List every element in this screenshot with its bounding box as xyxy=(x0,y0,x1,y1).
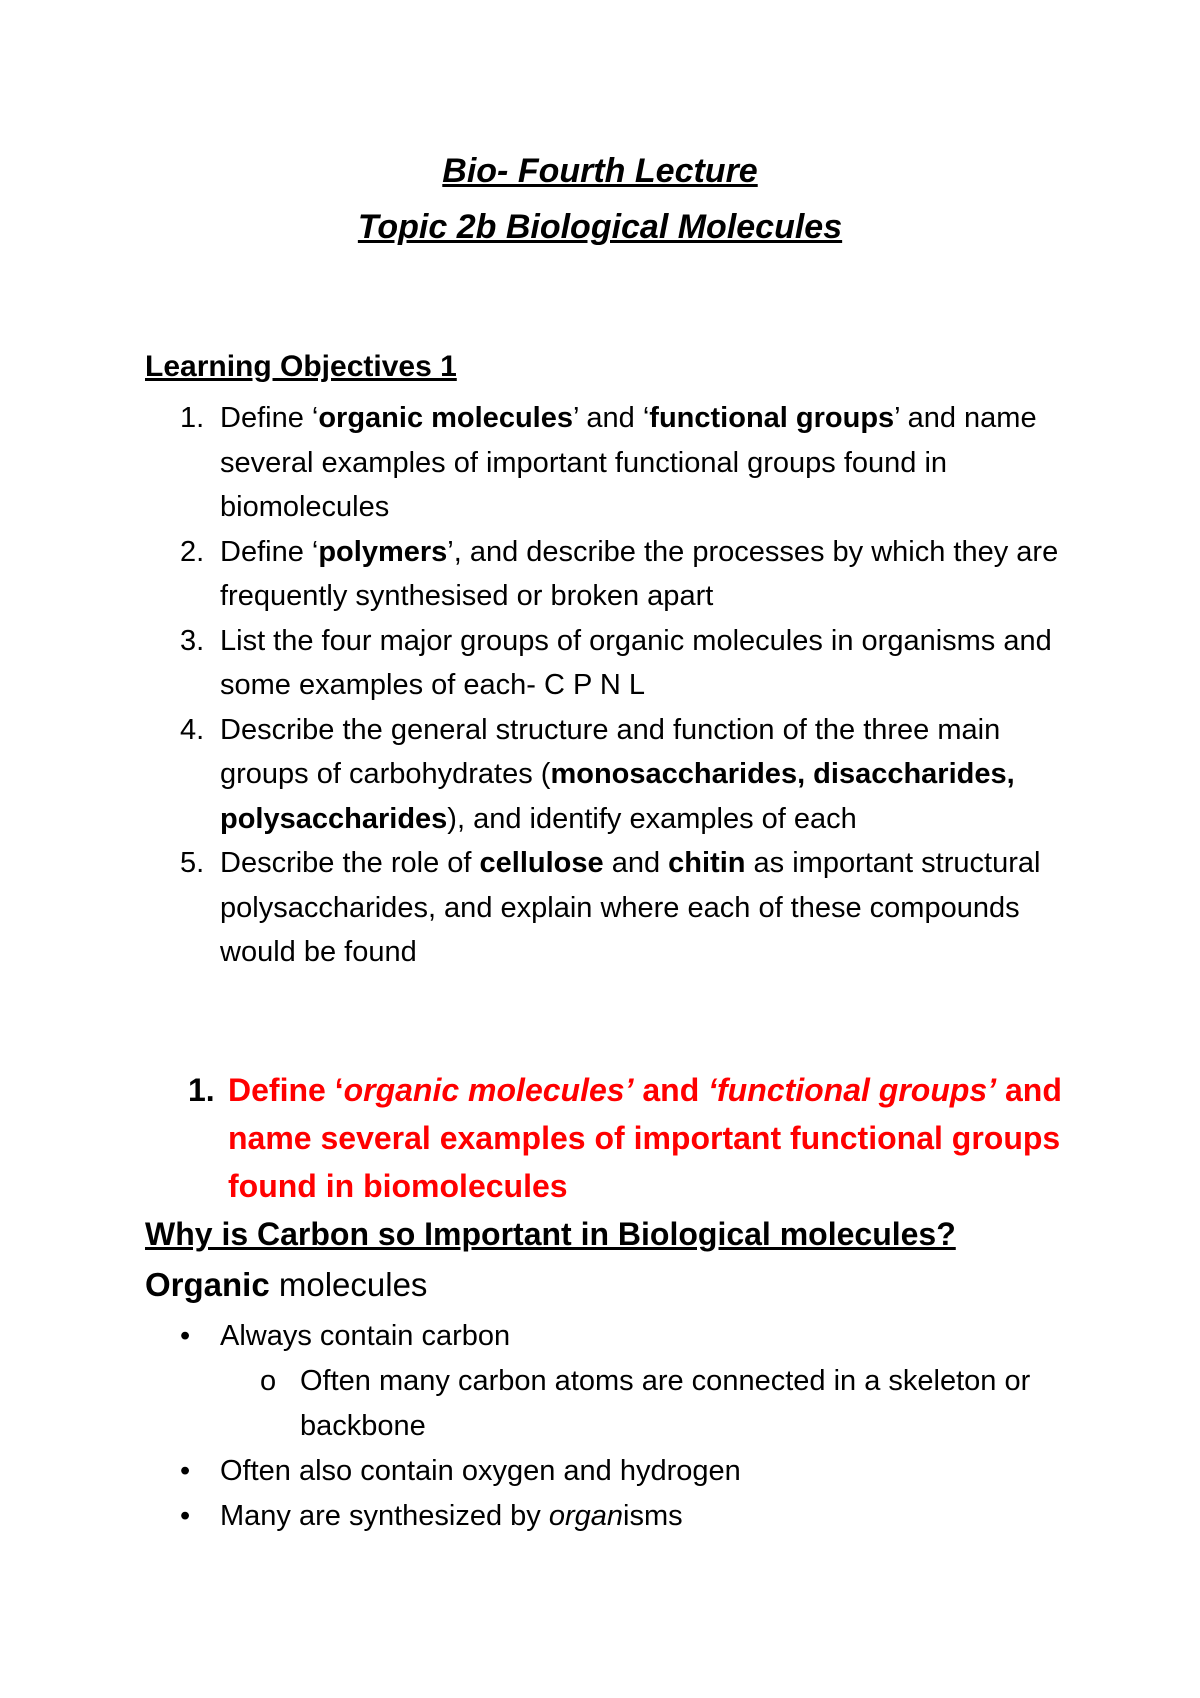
bullet-text xyxy=(220,1494,1080,1539)
objective-item xyxy=(180,530,1080,619)
text-run: List the four major groups of organic molecules in organisms and some examples of each- C P N L xyxy=(220,624,1052,701)
organic-bold: Organic xyxy=(145,1266,270,1303)
text-run: Often many carbon atoms are connected in a skeleton or backbone xyxy=(300,1365,1031,1442)
text-run: Many are synthesized by xyxy=(220,1500,549,1532)
objective-text xyxy=(220,841,1080,975)
organic-rest: molecules xyxy=(269,1266,428,1303)
objectives-heading: Learning Objectives 1 xyxy=(145,350,457,383)
objective-item xyxy=(180,841,1080,975)
section-number: 1. xyxy=(188,1072,215,1108)
organic-molecules-label xyxy=(145,1266,427,1304)
objective-text xyxy=(220,708,1080,842)
text-run: and xyxy=(633,1072,709,1108)
text-run: ), and identify examples of each xyxy=(447,802,857,835)
bullet-text xyxy=(220,1314,1080,1359)
objective-text xyxy=(220,619,1080,708)
topic-title: Topic 2b Biological Molecules xyxy=(357,208,843,246)
text-run: polymers xyxy=(318,535,448,568)
why-carbon-heading: Why is Carbon so Important in Biological molecules? xyxy=(145,1216,956,1252)
objective-item xyxy=(180,396,1080,530)
objectives-list xyxy=(180,396,1080,975)
text-run: Describe the general structure and function of the three main groups of carbohydrates ( xyxy=(220,713,1001,790)
objective-text xyxy=(220,396,1080,530)
text-run: Define ‘ xyxy=(220,402,319,434)
objective-number: 2. xyxy=(180,535,205,568)
text-run: ’ and name several examples of important functional groups found in biomolecules xyxy=(220,402,1037,523)
objective-number: 5. xyxy=(180,847,205,879)
text-run: ‘functional groups’ xyxy=(708,1072,997,1108)
text-run: functional groups xyxy=(649,402,895,434)
text-run: ’ and ‘ xyxy=(572,402,650,434)
objective-text xyxy=(220,530,1080,619)
text-run: and xyxy=(603,847,669,879)
text-run: organ xyxy=(548,1500,623,1532)
text-run: organic molecules’ xyxy=(343,1072,634,1108)
objective-number: 4. xyxy=(180,713,205,746)
text-run: chitin xyxy=(668,847,746,879)
bullet-list xyxy=(180,1314,1080,1539)
text-run: Define ‘ xyxy=(220,535,319,568)
bullet-marker: • xyxy=(180,1455,191,1487)
text-run: as important structural polysaccharides, and explain where each of these compounds would be found xyxy=(220,847,1041,968)
text-run: Often also contain oxygen and hydrogen xyxy=(220,1455,741,1487)
text-run: monosaccharides, disaccharides, polysaccharides xyxy=(220,758,1015,835)
text-run: isms xyxy=(623,1500,683,1532)
text-run: Always contain carbon xyxy=(220,1320,511,1352)
bullet-marker: • xyxy=(180,1320,191,1352)
objective-item xyxy=(180,619,1080,708)
text-run: Define ‘ xyxy=(228,1072,344,1108)
bullet-text xyxy=(220,1449,1080,1494)
bullet-text xyxy=(300,1359,1080,1449)
section-heading-1 xyxy=(188,1066,1088,1210)
bullet-item xyxy=(180,1359,1080,1449)
bullet-marker: • xyxy=(180,1500,191,1532)
lecture-title: Bio- Fourth Lecture xyxy=(442,152,758,190)
objective-number: 1. xyxy=(180,402,205,434)
bullet-item xyxy=(180,1449,1080,1494)
text-run: Describe the role of xyxy=(220,847,480,879)
text-run: organic molecules xyxy=(318,402,573,434)
objective-item xyxy=(180,708,1080,842)
text-run: cellulose xyxy=(479,847,604,879)
bullet-item xyxy=(180,1494,1080,1539)
section-heading-text xyxy=(228,1066,1088,1210)
objective-number: 3. xyxy=(180,624,205,657)
bullet-item xyxy=(180,1314,1080,1359)
bullet-marker: o xyxy=(260,1365,277,1397)
text-run: ’, and describe the processes by which they are frequently synthesised or broken apart xyxy=(220,535,1059,612)
text-run: and name several examples of important functional groups found in biomolecules xyxy=(228,1072,1062,1204)
